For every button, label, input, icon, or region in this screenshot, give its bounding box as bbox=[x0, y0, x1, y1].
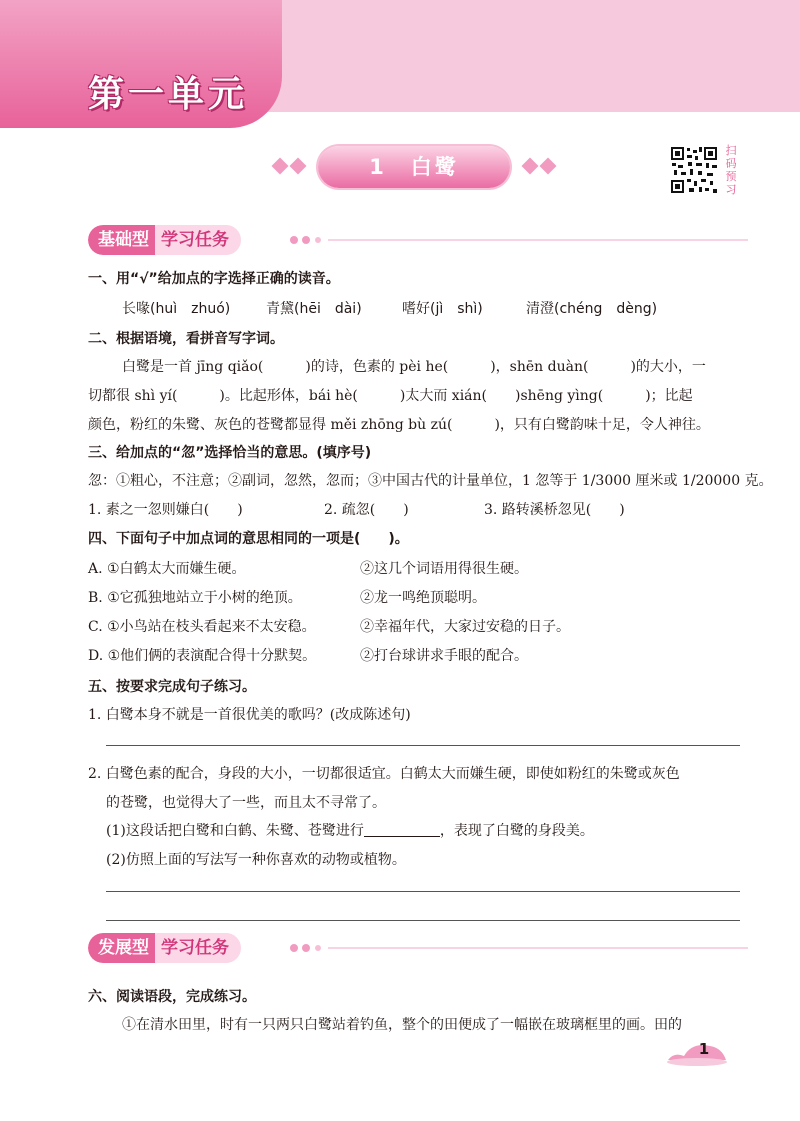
q4-option-right: ②龙一鸣绝顶聪明。 bbox=[360, 590, 486, 606]
q2-line: 颜色，粉红的朱鹭、灰色的苍鹭都显得 měi zhōng bù zú( )，只有白鹭韵味十足，令人神往。 bbox=[88, 417, 710, 433]
q5-sub-1-end: ，表现了白鹭的身段美。 bbox=[439, 823, 594, 839]
q5-sub-1-start: (1)这段话把白鹭和白鹤、朱鹭、苍鹭进行 bbox=[106, 823, 364, 839]
unit-title: 第一单元 bbox=[88, 74, 249, 115]
section-header-basic bbox=[88, 225, 241, 255]
q3-item: 1. 素之一忽则嫌白( ) bbox=[88, 502, 243, 518]
qr-code-icon[interactable] bbox=[670, 146, 718, 194]
diamond-icon bbox=[540, 158, 557, 175]
q3-meanings: 忽：①粗心，不注意；②副词，忽然，忽而；③中国古代的计量单位，1 忽等于 1/3000 厘米或 1/20000 克。 bbox=[88, 473, 773, 489]
q5-item-2: 的苍鹭，也觉得大了一些，而且太不寻常了。 bbox=[106, 795, 386, 811]
q1-item: 长喙(huì zhuó) bbox=[122, 301, 231, 317]
q4-option-left: A. ①白鹤太大而嫌生硬。 bbox=[88, 561, 246, 577]
q5-sub-1 bbox=[106, 820, 594, 840]
section-task: 学习任务 bbox=[155, 933, 241, 963]
question-1-heading: 一、用“√”给加点的字选择正确的读音。 bbox=[88, 271, 340, 287]
diamond-icon bbox=[290, 158, 307, 175]
section-divider bbox=[290, 236, 750, 244]
page-number: 1 bbox=[698, 1040, 710, 1058]
q5-item-1: 1. 白鹭本身不就是一首很优美的歌吗？(改成陈述句) bbox=[88, 707, 411, 723]
q4-option-left: D. ①他们俩的表演配合得十分默契。 bbox=[88, 648, 317, 664]
q5-item-2: 2. 白鹭色素的配合，身段的大小，一切都很适宜。白鹤太大而嫌生硬，即使如粉红的朱鹭或灰色 bbox=[88, 766, 680, 782]
q4-option-right: ②幸福年代，大家过安稳的日子。 bbox=[360, 619, 570, 635]
q1-item: 清澄(chéng dèng) bbox=[526, 301, 658, 317]
q4-option-left: B. ①它孤独地站立于小树的绝顶。 bbox=[88, 590, 302, 606]
q2-line: 切都很 shì yí( )。比起形体，bái hè( )太大而 xián( )shēng yìng( )；比起 bbox=[88, 388, 693, 404]
q2-line: 白鹭是一首 jīng qiǎo( )的诗，色素的 pèi he( )，shēn duàn( )的大小，一 bbox=[122, 359, 706, 375]
answer-line[interactable] bbox=[106, 891, 740, 892]
q4-option-right: ②这几个词语用得很生硬。 bbox=[360, 561, 528, 577]
diamond-icon bbox=[272, 158, 289, 175]
section-type: 发展型 bbox=[88, 933, 155, 963]
question-2-heading: 二、根据语境，看拼音写字词。 bbox=[88, 331, 284, 347]
question-4-heading: 四、下面句子中加点词的意思相同的一项是( )。 bbox=[88, 531, 409, 547]
section-divider bbox=[290, 944, 750, 952]
q3-item: 3. 路转溪桥忽见( ) bbox=[484, 502, 625, 518]
answer-line[interactable] bbox=[106, 745, 740, 746]
q3-item: 2. 疏忽( ) bbox=[324, 502, 409, 518]
q1-item: 嗜好(jì shì) bbox=[402, 301, 483, 317]
q4-option-right: ②打台球讲求手眼的配合。 bbox=[360, 648, 528, 664]
q6-paragraph: ①在清水田里，时有一只两只白鹭站着钓鱼，整个的田便成了一幅嵌在玻璃框里的画。田的 bbox=[122, 1017, 682, 1033]
section-task: 学习任务 bbox=[155, 225, 241, 255]
question-3-heading: 三、给加点的“忽”选择恰当的意思。(填序号) bbox=[88, 445, 372, 461]
q5-sub-2: (2)仿照上面的写法写一种你喜欢的动物或植物。 bbox=[106, 852, 406, 868]
question-6-heading: 六、阅读语段，完成练习。 bbox=[88, 989, 256, 1005]
answer-line[interactable] bbox=[106, 920, 740, 921]
question-5-heading: 五、按要求完成句子练习。 bbox=[88, 679, 256, 695]
fill-blank[interactable] bbox=[364, 822, 440, 837]
diamond-icon bbox=[522, 158, 539, 175]
section-type: 基础型 bbox=[88, 225, 155, 255]
q4-option-left: C. ①小鸟站在枝头看起来不太安稳。 bbox=[88, 619, 316, 635]
section-header-development bbox=[88, 933, 241, 963]
scan-preview-label: 扫码预习 bbox=[725, 144, 737, 196]
q1-item: 青黛(hēi dài) bbox=[266, 301, 362, 317]
lesson-title: 1 白鹭 bbox=[369, 155, 459, 179]
